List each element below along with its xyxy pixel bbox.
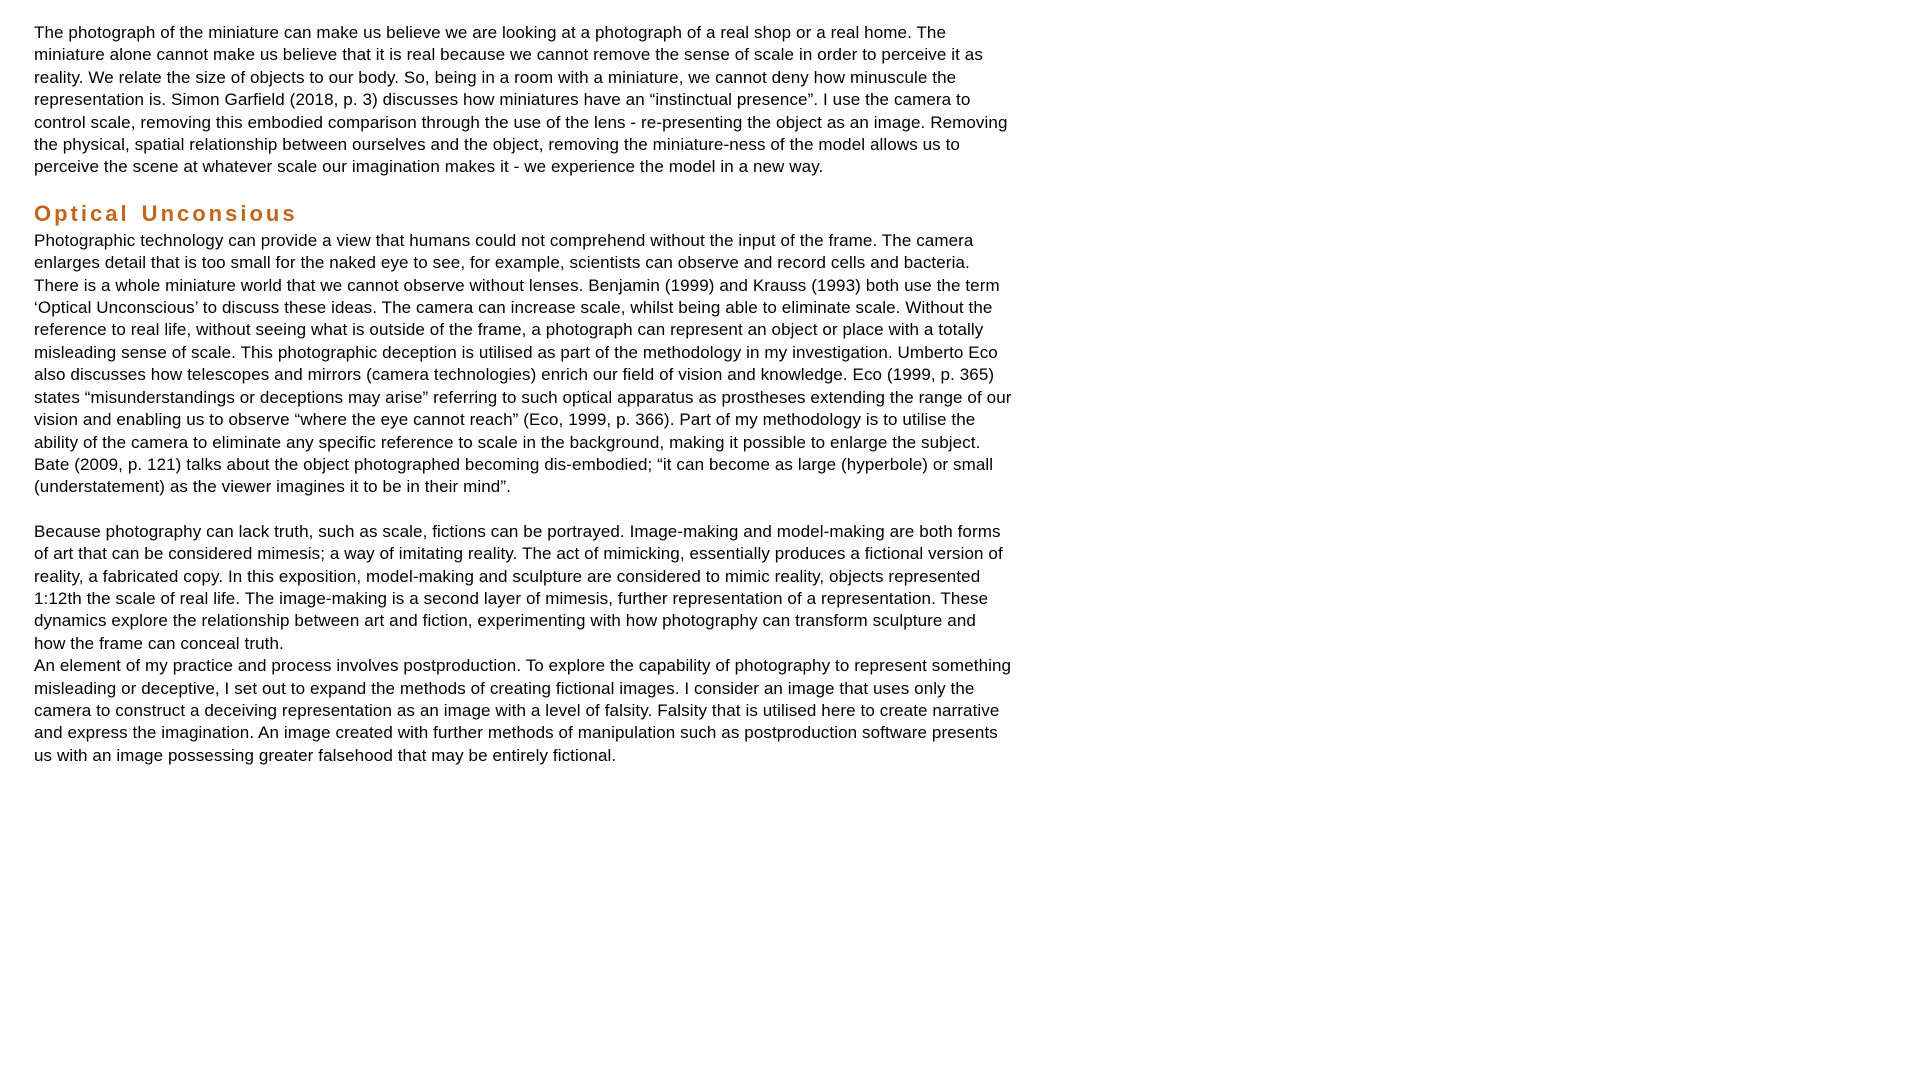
postproduction-paragraph: An element of my practice and process involves postproduction. To explore the capability of photography to represent something misleading or deceptive, I set out to expand the methods of creating fictional images. I consider an image that uses only the camera to construct a deceiving representation as an image with a level of falsity. Falsity that is utilised here to create narrative and express the imagination. An image created with further methods of manipulation such as postproduction software presents us with an image possessing greater falsehood that may be entirely fictional.	[34, 656, 1012, 765]
text-column	[34, 22, 1012, 767]
section-heading-optical-unconsious: Optical Unconsious	[34, 200, 298, 226]
intro-paragraph: The photograph of the miniature can make us believe we are looking at a photograph of a real shop or a real home. The miniature alone cannot make us believe that it is real because we cannot remove the sense of scale in order to perceive it as reality. We relate the size of objects to our body. So, being in a room with a miniature, we cannot deny how minuscule the representation is. Simon Garfield (2018, p. 3) discusses how miniatures have an “instinctual presence”. I use the camera to control scale, removing this embodied comparison through the use of the lens - re-presenting the object as an image. Removing the physical, spatial relationship between ourselves and the object, removing the miniature-ness of the model allows us to perceive the scene at whatever scale our imagination makes it - we experience the model in a new way.	[34, 23, 1008, 177]
mimesis-paragraph: Because photography can lack truth, such as scale, fictions can be portrayed. Image-making and model-making are both forms of art that can be considered mimesis; a way of imitating reality. The act of mimicking, essentially produces a fictional version of reality, a fabricated copy. In this exposition, model-making and sculpture are considered to mimic reality, objects represented 1:12th the scale of real life. The image-making is a second layer of mimesis, further representation of a representation. These dynamics explore the relationship between art and fiction, experimenting with how photography can transform sculpture and how the frame can conceal truth.	[34, 521, 1003, 653]
optical-unconscious-paragraph: Photographic technology can provide a view that humans could not comprehend without the input of the frame. The camera enlarges detail that is too small for the naked eye to see, for example, scientists can observe and record cells and bacteria. There is a whole miniature world that we cannot observe without lenses. Benjamin (1999) and Krauss (1993) both use the term ‘Optical Unconscious’ to discuss these ideas. The camera can increase scale, whilst being able to eliminate scale. Without the reference to real life, without seeing what is outside of the frame, a photograph can represent an object or place with a totally misleading sense of scale. This photographic deception is utilised as part of the methodology in my investigation. Umberto Eco also discusses how telescopes and mirrors (camera technologies) enrich our field of vision and knowledge. Eco (1999, p. 365) states “misunderstandings or deceptions may arise” referring to such optical apparatus as prostheses extending the range of our vision and enabling us to observe “where the eye cannot reach” (Eco, 1999, p. 366). Part of my methodology is to utilise the ability of the camera to eliminate any specific reference to scale in the background, making it possible to enlarge the subject. Bate (2009, p. 121) talks about the object photographed becoming dis-embodied; “it can become as large (hyperbole) or small (understatement) as the viewer imagines it to be in their mind”.	[34, 230, 1012, 497]
